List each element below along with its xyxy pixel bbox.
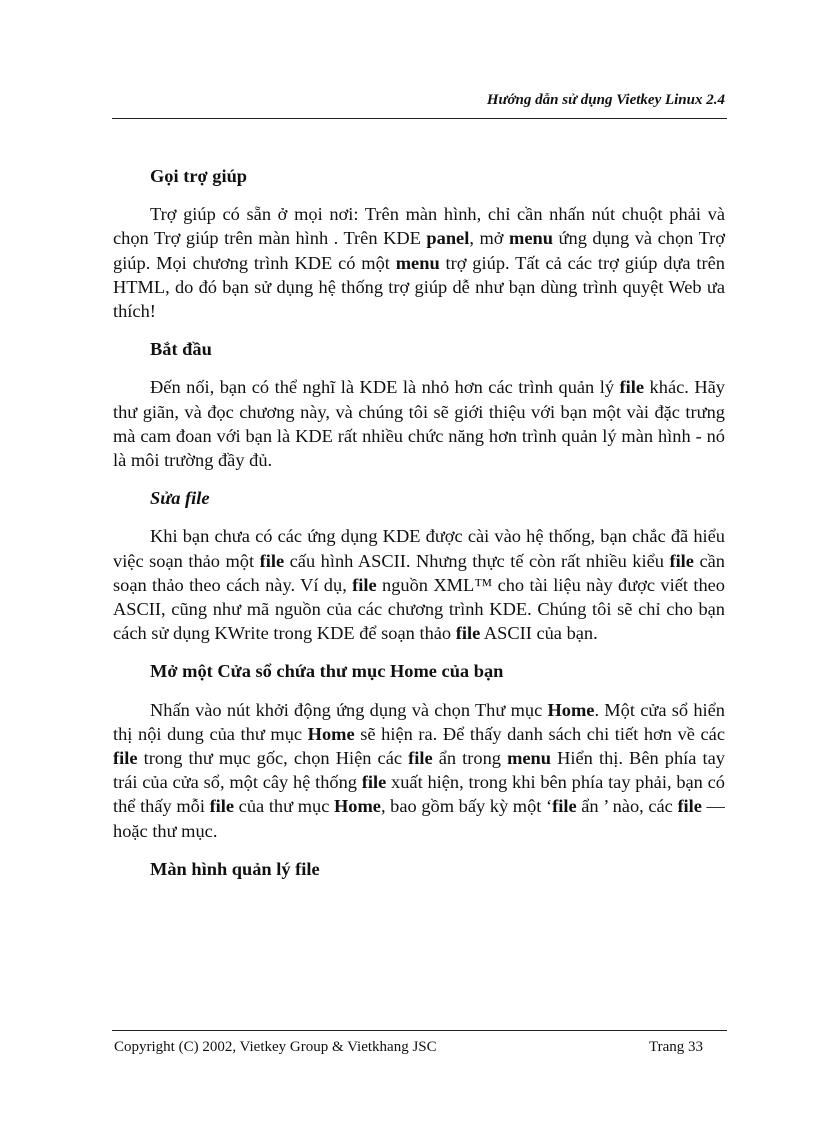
bold-term: file (352, 574, 377, 595)
section-heading: Gọi trợ giúp (150, 166, 248, 186)
section-paragraph (113, 202, 725, 323)
text-run: ẩn trong (432, 748, 508, 769)
text-run: , mở (469, 228, 510, 249)
text-run: của thư mục (234, 796, 334, 817)
footer-copyright: Copyright (C) 2002, Vietkey Group & Vietkhang JSC (114, 1039, 437, 1055)
section-sua-file (113, 486, 725, 645)
page-footer (112, 1030, 727, 1055)
header-title: Hướng dẫn sử dụng Vietkey Linux 2.4 (486, 92, 725, 108)
bold-term: panel (426, 228, 470, 249)
section-heading: Sửa file (150, 488, 210, 509)
text-run: cần soạn thảo theo cách này. Ví dụ, (113, 550, 725, 595)
page-number: Trang 33 (648, 1039, 703, 1055)
section-heading: Màn hình quản lý file (150, 858, 320, 879)
bold-term: Home (333, 796, 381, 817)
bold-term: menu (509, 228, 553, 249)
bold-term: file (669, 550, 694, 571)
text-run: ẩn ’ nào, các (576, 796, 678, 817)
section-paragraph (113, 698, 725, 843)
section-bat-dau (113, 337, 725, 472)
bold-term: file (259, 550, 285, 571)
bold-term: file (619, 377, 645, 398)
text-run: — hoặc thư mục. (113, 796, 725, 841)
bold-term: file (113, 748, 138, 769)
text-run: cấu hình ASCII. Nhưng thực tế còn rất nhiều kiểu (284, 550, 670, 571)
text-run: khác. Hãy thư giãn, và đọc chương này, và chúng tôi sẽ giới thiệu với bạn một vài đặc trưng mà cam đoan với bạn là KDE rất nhiều chức năng hơn trình quản lý màn hình - nó là môi trường đầy đủ. (113, 377, 726, 471)
bold-term: file (552, 796, 577, 817)
bold-term: file (408, 748, 433, 769)
bold-term: file (361, 772, 387, 793)
section-paragraph (113, 524, 725, 645)
bold-term: file (209, 796, 235, 817)
text-run: Trợ giúp có sẵn ở mọi nơi: Trên màn hình, chỉ cần nhấn nút chuột phải và chọn Trợ giúp trên màn hình . Trên KDE (113, 204, 725, 249)
text-run: , bao gồm bấy kỳ một ‘ (380, 796, 553, 817)
text-run: . Một cửa sổ hiển thị nội dung của thư mục (113, 699, 725, 744)
text-run: xuất hiện, trong khi bên phía tay phải, bạn có thể thấy mỗi (113, 772, 725, 817)
section-paragraph (113, 375, 725, 472)
text-run: Hiển thị. Bên phía tay trái của cửa sổ, một cây hệ thống (113, 748, 725, 793)
page-header (112, 86, 727, 119)
text-run: ASCII của bạn. (480, 623, 598, 644)
section-mo-cua-so-home (113, 659, 725, 842)
text-run: Nhấn vào nút khởi động ứng dụng và chọn Thư mục (150, 699, 548, 720)
text-run: nguồn XML™ cho tài liệu này được viết theo ASCII, cũng như mã nguồn của các chương trình KDE. Chúng tôi sẽ chỉ cho bạn cách sử dụng KWrite trong KDE để soạn thảo (113, 574, 726, 644)
text-run: trợ giúp. Tất cả các trợ giúp dựa trên HTML, do đó bạn sử dụng hệ thống trợ giúp dễ như bạn dùng trình quyệt Web ưa thích! (113, 252, 725, 322)
text-run: Đến nối, bạn có thể nghĩ là KDE là nhỏ hơn các trình quản lý (150, 377, 620, 398)
bold-term: Home (547, 699, 595, 720)
bold-term: file (677, 796, 702, 817)
document-body (113, 164, 725, 895)
text-run: Khi bạn chưa có các ứng dụng KDE được cài vào hệ thống, bạn chắc đã hiểu việc soạn thảo một (113, 526, 725, 571)
text-run: sẽ hiện ra. Để thấy danh sách chi tiết hơn về các (354, 723, 725, 744)
section-man-hinh-quan-ly-file (113, 857, 725, 881)
bold-term: file (455, 623, 481, 644)
section-goi-tro-giup (113, 164, 725, 323)
text-run: ứng dụng và chọn Trợ giúp. Mọi chương trình KDE có một (113, 228, 726, 273)
bold-term: Home (307, 723, 355, 744)
section-heading: Mở một Cửa sổ chứa thư mục Home của bạn (150, 661, 504, 682)
section-heading: Bắt đầu (150, 339, 212, 360)
text-run: trong thư mục gốc, chọn Hiện các (137, 748, 409, 769)
bold-term: menu (395, 252, 440, 273)
bold-term: menu (507, 748, 552, 769)
